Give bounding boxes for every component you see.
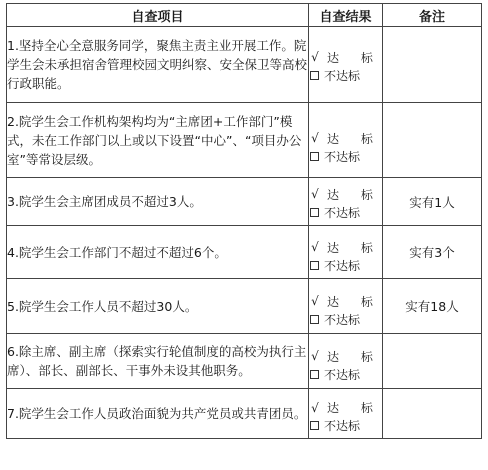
check-mark-icon: √ <box>311 349 319 363</box>
item-cell: 4.院学生会工作部门不超过不超过6个。 <box>7 226 309 279</box>
note-cell <box>383 334 482 389</box>
check-mark-icon: √ <box>311 131 319 145</box>
result-cell <box>309 178 383 226</box>
check-mark-icon: √ <box>311 294 319 308</box>
pass-label: 达 标 <box>327 240 382 255</box>
table-body <box>7 27 482 439</box>
table-row <box>7 389 482 439</box>
note-cell <box>383 27 482 103</box>
result-fail-option[interactable] <box>309 365 382 383</box>
self-check-table <box>6 3 482 439</box>
item-cell: 6.除主席、副主席（探索实行轮值制度的高校为执行主席）、部长、副部长、干事外未设其他职务。 <box>7 334 309 389</box>
note-cell: 实有3个 <box>383 226 482 279</box>
table-header-row <box>7 4 482 27</box>
pass-label: 达 标 <box>327 349 382 364</box>
result-pass-option[interactable] <box>309 399 382 417</box>
result-fail-option[interactable] <box>309 256 382 274</box>
pass-label: 达 标 <box>327 50 382 65</box>
result-pass-option[interactable] <box>309 292 382 310</box>
pass-label: 达 标 <box>327 187 382 202</box>
table-row <box>7 103 482 178</box>
result-cell <box>309 334 383 389</box>
result-cell <box>309 279 383 334</box>
checkbox-icon[interactable] <box>310 370 319 379</box>
check-mark-icon: √ <box>311 400 319 415</box>
fail-label: 不达标 <box>324 312 361 327</box>
check-mark-icon: √ <box>311 240 319 254</box>
result-fail-option[interactable] <box>309 147 382 165</box>
checkbox-icon[interactable] <box>310 152 319 161</box>
checkbox-icon[interactable] <box>310 421 319 430</box>
table-row <box>7 279 482 334</box>
fail-label: 不达标 <box>324 419 361 433</box>
header-result: 自查结果 <box>309 4 383 27</box>
check-mark-icon: √ <box>311 187 319 201</box>
result-pass-option[interactable] <box>309 48 382 66</box>
result-pass-option[interactable] <box>309 238 382 256</box>
table-row <box>7 226 482 279</box>
result-pass-option[interactable] <box>309 347 382 365</box>
result-fail-option[interactable] <box>309 310 382 328</box>
result-cell <box>309 27 383 103</box>
note-cell: 实有1人 <box>383 178 482 226</box>
checkbox-icon[interactable] <box>310 261 319 270</box>
header-note: 备注 <box>383 4 482 27</box>
header-item: 自查项目 <box>7 4 309 27</box>
result-cell <box>309 389 383 439</box>
pass-label: 达 标 <box>327 401 382 415</box>
item-cell: 2.院学生会工作机构架构均为“主席团+工作部门”模式，未在工作部门以上或以下设置“中心”、“项目办公室”等常设层级。 <box>7 103 309 178</box>
result-fail-option[interactable] <box>309 203 382 221</box>
table-row <box>7 334 482 389</box>
item-cell: 1.坚持全心全意服务同学，聚焦主责主业开展工作。院学生会未承担宿舍管理校园文明纠察、安全保卫等高校行政职能。 <box>7 27 309 103</box>
result-pass-option[interactable] <box>309 185 382 203</box>
fail-label: 不达标 <box>324 68 361 83</box>
item-cell: 7.院学生会工作人员政治面貌为共产党员或共青团员。 <box>7 389 309 439</box>
result-fail-option[interactable] <box>309 417 382 435</box>
checkbox-icon[interactable] <box>310 71 319 80</box>
table-row <box>7 27 482 103</box>
fail-label: 不达标 <box>324 205 361 220</box>
note-cell: 实有18人 <box>383 279 482 334</box>
result-pass-option[interactable] <box>309 129 382 147</box>
item-cell: 5.院学生会工作人员不超过30人。 <box>7 279 309 334</box>
pass-label: 达 标 <box>327 294 382 309</box>
item-cell: 3.院学生会主席团成员不超过3人。 <box>7 178 309 226</box>
checkbox-icon[interactable] <box>310 208 319 217</box>
check-mark-icon: √ <box>311 50 319 64</box>
pass-label: 达 标 <box>327 131 382 146</box>
note-cell <box>383 389 482 439</box>
fail-label: 不达标 <box>324 149 361 164</box>
note-cell <box>383 103 482 178</box>
result-cell <box>309 103 383 178</box>
fail-label: 不达标 <box>324 258 361 273</box>
result-cell <box>309 226 383 279</box>
table-row <box>7 178 482 226</box>
fail-label: 不达标 <box>324 367 361 382</box>
checkbox-icon[interactable] <box>310 315 319 324</box>
result-fail-option[interactable] <box>309 66 382 84</box>
